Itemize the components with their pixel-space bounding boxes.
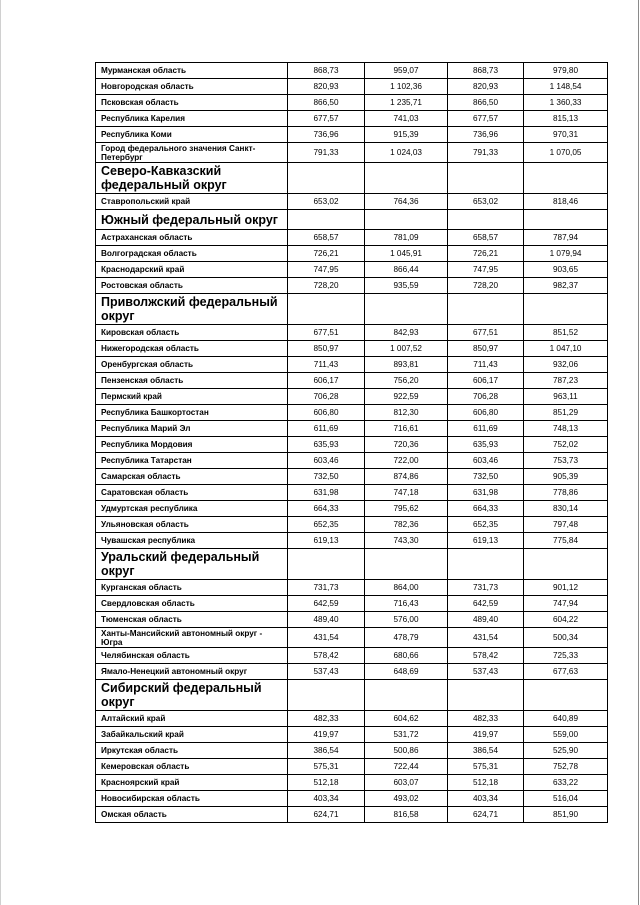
value-cell-3: 791,33 (448, 143, 524, 163)
value-cell-4: 775,84 (524, 533, 608, 549)
region-row (96, 596, 608, 612)
value-cell-3: 652,35 (448, 517, 524, 533)
value-cell-1: 868,73 (288, 63, 365, 79)
empty-cell (448, 210, 524, 230)
value-cell-3: 677,57 (448, 111, 524, 127)
region-name: Красноярский край (96, 775, 288, 791)
value-cell-4: 559,00 (524, 727, 608, 743)
value-cell-1: 652,35 (288, 517, 365, 533)
district-name: Приволжский федеральный округ (96, 294, 288, 325)
value-cell-4: 633,22 (524, 775, 608, 791)
value-cell-1: 619,13 (288, 533, 365, 549)
value-cell-2: 531,72 (365, 727, 448, 743)
region-name: Оренбургская область (96, 357, 288, 373)
value-cell-3: 603,46 (448, 453, 524, 469)
region-row (96, 325, 608, 341)
value-cell-2: 722,00 (365, 453, 448, 469)
region-row (96, 127, 608, 143)
value-cell-3: 664,33 (448, 501, 524, 517)
value-cell-2: 816,58 (365, 807, 448, 823)
value-cell-2: 720,36 (365, 437, 448, 453)
region-name: Псковская область (96, 95, 288, 111)
value-cell-1: 431,54 (288, 628, 365, 648)
value-cell-1: 489,40 (288, 612, 365, 628)
region-row (96, 501, 608, 517)
region-row (96, 807, 608, 823)
empty-cell (448, 680, 524, 711)
value-cell-3: 850,97 (448, 341, 524, 357)
value-cell-2: 842,93 (365, 325, 448, 341)
page-right-edge (638, 0, 639, 905)
empty-cell (288, 294, 365, 325)
region-row (96, 357, 608, 373)
region-row (96, 580, 608, 596)
value-cell-1: 578,42 (288, 648, 365, 664)
value-cell-2: 764,36 (365, 194, 448, 210)
region-row (96, 373, 608, 389)
empty-cell (524, 294, 608, 325)
value-cell-2: 1 045,91 (365, 246, 448, 262)
value-cell-4: 903,65 (524, 262, 608, 278)
value-cell-4: 815,13 (524, 111, 608, 127)
value-cell-2: 493,02 (365, 791, 448, 807)
value-cell-4: 932,06 (524, 357, 608, 373)
empty-cell (448, 549, 524, 580)
value-cell-4: 830,14 (524, 501, 608, 517)
region-row (96, 405, 608, 421)
value-cell-2: 603,07 (365, 775, 448, 791)
district-row (96, 294, 608, 325)
region-name: Ставропольский край (96, 194, 288, 210)
region-name: Республика Татарстан (96, 453, 288, 469)
value-cell-1: 736,96 (288, 127, 365, 143)
region-row (96, 727, 608, 743)
value-cell-2: 782,36 (365, 517, 448, 533)
region-name: Республика Марий Эл (96, 421, 288, 437)
value-cell-3: 606,80 (448, 405, 524, 421)
value-cell-1: 611,69 (288, 421, 365, 437)
value-cell-3: 747,95 (448, 262, 524, 278)
value-cell-1: 658,57 (288, 230, 365, 246)
value-cell-1: 728,20 (288, 278, 365, 294)
value-cell-3: 732,50 (448, 469, 524, 485)
region-row (96, 485, 608, 501)
region-row (96, 648, 608, 664)
tariff-table (95, 62, 608, 823)
region-name: Волгоградская область (96, 246, 288, 262)
value-cell-4: 500,34 (524, 628, 608, 648)
region-row (96, 453, 608, 469)
region-row (96, 664, 608, 680)
empty-cell (365, 210, 448, 230)
value-cell-3: 677,51 (448, 325, 524, 341)
value-cell-4: 970,31 (524, 127, 608, 143)
value-cell-1: 747,95 (288, 262, 365, 278)
region-row (96, 246, 608, 262)
region-row (96, 194, 608, 210)
value-cell-4: 787,23 (524, 373, 608, 389)
district-name: Сибирский федеральный округ (96, 680, 288, 711)
value-cell-4: 818,46 (524, 194, 608, 210)
value-cell-3: 658,57 (448, 230, 524, 246)
region-name: Забайкальский край (96, 727, 288, 743)
value-cell-3: 482,33 (448, 711, 524, 727)
region-name: Ханты-Мансийский автономный округ - Югра (96, 628, 288, 648)
value-cell-1: 606,80 (288, 405, 365, 421)
value-cell-1: 403,34 (288, 791, 365, 807)
value-cell-3: 431,54 (448, 628, 524, 648)
region-row (96, 759, 608, 775)
region-row (96, 278, 608, 294)
value-cell-4: 982,37 (524, 278, 608, 294)
value-cell-2: 812,30 (365, 405, 448, 421)
empty-cell (448, 163, 524, 194)
value-cell-4: 753,73 (524, 453, 608, 469)
region-row (96, 341, 608, 357)
value-cell-3: 711,43 (448, 357, 524, 373)
district-row (96, 549, 608, 580)
tariff-table-body (96, 63, 608, 823)
value-cell-1: 624,71 (288, 807, 365, 823)
value-cell-2: 781,09 (365, 230, 448, 246)
value-cell-4: 787,94 (524, 230, 608, 246)
value-cell-1: 731,73 (288, 580, 365, 596)
value-cell-2: 1 235,71 (365, 95, 448, 111)
region-name: Республика Карелия (96, 111, 288, 127)
region-name: Нижегородская область (96, 341, 288, 357)
region-name: Пензенская область (96, 373, 288, 389)
value-cell-2: 680,66 (365, 648, 448, 664)
value-cell-4: 979,80 (524, 63, 608, 79)
value-cell-2: 576,00 (365, 612, 448, 628)
region-name: Удмуртская республика (96, 501, 288, 517)
value-cell-4: 516,04 (524, 791, 608, 807)
value-cell-2: 893,81 (365, 357, 448, 373)
value-cell-3: 736,96 (448, 127, 524, 143)
value-cell-2: 874,86 (365, 469, 448, 485)
value-cell-4: 851,90 (524, 807, 608, 823)
region-row (96, 711, 608, 727)
region-row (96, 95, 608, 111)
region-row (96, 517, 608, 533)
value-cell-2: 1 102,36 (365, 79, 448, 95)
region-name: Тюменская область (96, 612, 288, 628)
value-cell-3: 866,50 (448, 95, 524, 111)
value-cell-3: 726,21 (448, 246, 524, 262)
empty-cell (365, 294, 448, 325)
region-name: Мурманская область (96, 63, 288, 79)
value-cell-3: 624,71 (448, 807, 524, 823)
value-cell-3: 386,54 (448, 743, 524, 759)
value-cell-2: 604,62 (365, 711, 448, 727)
region-name: Республика Башкортостан (96, 405, 288, 421)
value-cell-2: 1 007,52 (365, 341, 448, 357)
page-left-edge (0, 0, 1, 905)
region-name: Омская область (96, 807, 288, 823)
region-row (96, 79, 608, 95)
value-cell-4: 747,94 (524, 596, 608, 612)
value-cell-1: 631,98 (288, 485, 365, 501)
region-name: Кемеровская область (96, 759, 288, 775)
value-cell-4: 640,89 (524, 711, 608, 727)
region-name: Ульяновская область (96, 517, 288, 533)
region-row (96, 791, 608, 807)
value-cell-3: 731,73 (448, 580, 524, 596)
region-row (96, 63, 608, 79)
empty-cell (365, 549, 448, 580)
empty-cell (365, 163, 448, 194)
value-cell-1: 791,33 (288, 143, 365, 163)
value-cell-3: 868,73 (448, 63, 524, 79)
value-cell-4: 677,63 (524, 664, 608, 680)
region-name: Курганская область (96, 580, 288, 596)
region-row (96, 437, 608, 453)
value-cell-3: 489,40 (448, 612, 524, 628)
region-name: Ростовская область (96, 278, 288, 294)
district-row (96, 163, 608, 194)
value-cell-2: 915,39 (365, 127, 448, 143)
region-row (96, 469, 608, 485)
value-cell-1: 603,46 (288, 453, 365, 469)
region-row (96, 612, 608, 628)
value-cell-4: 725,33 (524, 648, 608, 664)
region-name: Саратовская область (96, 485, 288, 501)
value-cell-1: 850,97 (288, 341, 365, 357)
region-row (96, 533, 608, 549)
value-cell-1: 732,50 (288, 469, 365, 485)
value-cell-1: 664,33 (288, 501, 365, 517)
region-row (96, 628, 608, 648)
region-name: Ямало-Ненецкий автономный округ (96, 664, 288, 680)
region-name: Республика Коми (96, 127, 288, 143)
region-name: Город федерального значения Санкт-Петербург (96, 143, 288, 163)
value-cell-1: 482,33 (288, 711, 365, 727)
value-cell-4: 1 070,05 (524, 143, 608, 163)
region-name: Иркутская область (96, 743, 288, 759)
value-cell-4: 752,02 (524, 437, 608, 453)
value-cell-1: 677,51 (288, 325, 365, 341)
value-cell-1: 866,50 (288, 95, 365, 111)
empty-cell (288, 163, 365, 194)
value-cell-2: 478,79 (365, 628, 448, 648)
value-cell-1: 677,57 (288, 111, 365, 127)
value-cell-2: 935,59 (365, 278, 448, 294)
region-row (96, 389, 608, 405)
value-cell-4: 963,11 (524, 389, 608, 405)
value-cell-4: 1 148,54 (524, 79, 608, 95)
value-cell-3: 619,13 (448, 533, 524, 549)
value-cell-3: 419,97 (448, 727, 524, 743)
value-cell-1: 606,17 (288, 373, 365, 389)
region-row (96, 775, 608, 791)
value-cell-2: 795,62 (365, 501, 448, 517)
empty-cell (365, 680, 448, 711)
region-row (96, 111, 608, 127)
district-name: Северо-Кавказский федеральный округ (96, 163, 288, 194)
value-cell-1: 419,97 (288, 727, 365, 743)
value-cell-1: 706,28 (288, 389, 365, 405)
value-cell-4: 778,86 (524, 485, 608, 501)
district-name: Уральский федеральный округ (96, 549, 288, 580)
value-cell-1: 820,93 (288, 79, 365, 95)
value-cell-4: 905,39 (524, 469, 608, 485)
value-cell-3: 606,17 (448, 373, 524, 389)
empty-cell (524, 210, 608, 230)
region-name: Челябинская область (96, 648, 288, 664)
value-cell-4: 1 360,33 (524, 95, 608, 111)
value-cell-2: 716,61 (365, 421, 448, 437)
value-cell-4: 851,52 (524, 325, 608, 341)
value-cell-2: 743,30 (365, 533, 448, 549)
value-cell-3: 653,02 (448, 194, 524, 210)
value-cell-3: 537,43 (448, 664, 524, 680)
region-row (96, 262, 608, 278)
value-cell-2: 1 024,03 (365, 143, 448, 163)
value-cell-3: 635,93 (448, 437, 524, 453)
value-cell-3: 611,69 (448, 421, 524, 437)
value-cell-4: 901,12 (524, 580, 608, 596)
region-name: Астраханская область (96, 230, 288, 246)
value-cell-3: 575,31 (448, 759, 524, 775)
value-cell-4: 797,48 (524, 517, 608, 533)
region-row (96, 230, 608, 246)
value-cell-2: 500,86 (365, 743, 448, 759)
value-cell-2: 864,00 (365, 580, 448, 596)
value-cell-2: 922,59 (365, 389, 448, 405)
value-cell-1: 726,21 (288, 246, 365, 262)
value-cell-4: 1 047,10 (524, 341, 608, 357)
value-cell-2: 741,03 (365, 111, 448, 127)
district-row (96, 680, 608, 711)
value-cell-3: 706,28 (448, 389, 524, 405)
value-cell-2: 648,69 (365, 664, 448, 680)
empty-cell (524, 549, 608, 580)
region-name: Кировская область (96, 325, 288, 341)
value-cell-4: 752,78 (524, 759, 608, 775)
empty-cell (524, 163, 608, 194)
region-name: Краснодарский край (96, 262, 288, 278)
value-cell-4: 1 079,94 (524, 246, 608, 262)
value-cell-1: 635,93 (288, 437, 365, 453)
value-cell-3: 642,59 (448, 596, 524, 612)
value-cell-1: 386,54 (288, 743, 365, 759)
value-cell-3: 403,34 (448, 791, 524, 807)
region-name: Республика Мордовия (96, 437, 288, 453)
region-name: Чувашская республика (96, 533, 288, 549)
value-cell-1: 537,43 (288, 664, 365, 680)
empty-cell (288, 210, 365, 230)
value-cell-2: 959,07 (365, 63, 448, 79)
value-cell-4: 851,29 (524, 405, 608, 421)
empty-cell (288, 549, 365, 580)
region-row (96, 743, 608, 759)
value-cell-3: 512,18 (448, 775, 524, 791)
value-cell-2: 756,20 (365, 373, 448, 389)
value-cell-2: 716,43 (365, 596, 448, 612)
value-cell-3: 728,20 (448, 278, 524, 294)
value-cell-1: 512,18 (288, 775, 365, 791)
value-cell-1: 642,59 (288, 596, 365, 612)
value-cell-4: 748,13 (524, 421, 608, 437)
region-row (96, 143, 608, 163)
region-name: Свердловская область (96, 596, 288, 612)
region-row (96, 421, 608, 437)
region-name: Новгородская область (96, 79, 288, 95)
value-cell-1: 575,31 (288, 759, 365, 775)
district-name: Южный федеральный округ (96, 210, 288, 230)
value-cell-1: 653,02 (288, 194, 365, 210)
value-cell-1: 711,43 (288, 357, 365, 373)
value-cell-3: 631,98 (448, 485, 524, 501)
empty-cell (288, 680, 365, 711)
value-cell-2: 747,18 (365, 485, 448, 501)
region-name: Алтайский край (96, 711, 288, 727)
value-cell-2: 722,44 (365, 759, 448, 775)
district-row (96, 210, 608, 230)
value-cell-4: 604,22 (524, 612, 608, 628)
value-cell-4: 525,90 (524, 743, 608, 759)
empty-cell (524, 680, 608, 711)
value-cell-3: 820,93 (448, 79, 524, 95)
region-name: Новосибирская область (96, 791, 288, 807)
empty-cell (448, 294, 524, 325)
value-cell-3: 578,42 (448, 648, 524, 664)
value-cell-2: 866,44 (365, 262, 448, 278)
region-name: Пермский край (96, 389, 288, 405)
region-name: Самарская область (96, 469, 288, 485)
